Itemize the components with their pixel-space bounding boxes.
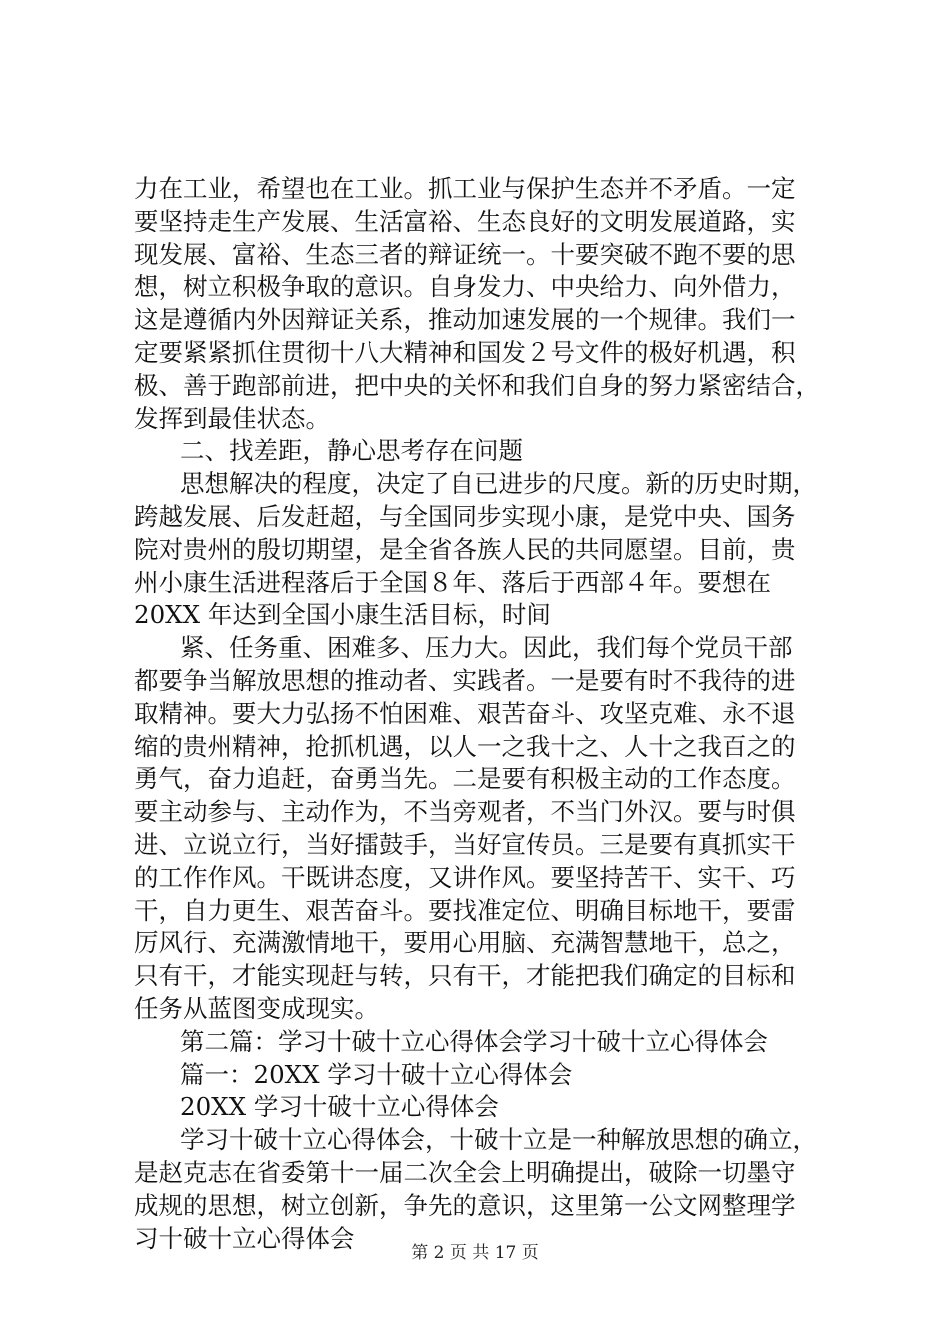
- text-line: 跨越发展、后发赶超，与全国同步实现小康，是党中央、国务: [134, 501, 796, 531]
- text-line: 的工作作风。干既讲态度，又讲作风。要坚持苦干、实干、巧: [134, 862, 796, 892]
- text-line: 力在工业，希望也在工业。抓工业与保护生态并不矛盾。一定: [134, 174, 796, 203]
- text-line: 缩的贵州精神，抢抓机遇，以人一之我十之、人十之我百之的: [134, 731, 796, 761]
- text-line: 任务从蓝图变成现实。: [134, 993, 379, 1023]
- text-line: 这是遵循内外因辩证关系，推动加速发展的一个规律。我们一: [134, 305, 796, 335]
- text-line: 厉风行、充满激情地干，要用心用脑、充满智慧地干，总之，: [134, 928, 796, 958]
- text-line: 二、找差距，静心思考存在问题: [180, 436, 523, 466]
- text-line: 想，树立积极争取的意识。自身发力、中央给力、向外借力，: [134, 272, 796, 302]
- text-line: 现发展、富裕、生态三者的辩证统一。十要突破不跑不要的思: [134, 239, 796, 269]
- text-line: 院对贵州的殷切期望，是全省各族人民的共同愿望。目前，贵: [134, 534, 796, 564]
- text-line: 20XX 年达到全国小康生活目标，时间: [134, 600, 551, 630]
- text-line: 勇气，奋力追赶，奋勇当先。二是要有积极主动的工作态度。: [134, 764, 796, 794]
- text-line: 是赵克志在省委第十一届二次全会上明确提出，破除一切墨守: [134, 1157, 796, 1187]
- text-line: 取精神。要大力弘扬不怕困难、艰苦奋斗、攻坚克难、永不退: [134, 698, 796, 728]
- text-line: 州小康生活进程落后于全国８年、落后于西部４年。要想在: [134, 567, 771, 597]
- text-line: 第二篇：学习十破十立心得体会学习十破十立心得体会: [180, 1026, 768, 1056]
- text-line: 思想解决的程度，决定了自已进步的尺度。新的历史时期，: [180, 469, 817, 499]
- text-line: 干，自力更生、艰苦奋斗。要找准定位、明确目标地干，要雷: [134, 895, 796, 925]
- text-line: 学习十破十立心得体会，十破十立是一种解放思想的确立，: [180, 1125, 817, 1155]
- text-line: 篇一：20XX 学习十破十立心得体会: [180, 1059, 573, 1089]
- text-line: 只有干，才能实现赶与转，只有干，才能把我们确定的目标和: [134, 961, 796, 991]
- page-footer: 第 2 页 共 17 页: [411, 1243, 539, 1263]
- text-line: 都要争当解放思想的推动者、实践者。一是要有时不我待的进: [134, 665, 796, 695]
- text-line: 进、立说立行，当好擂鼓手，当好宣传员。三是要有真抓实干: [134, 829, 796, 859]
- text-line: 定要紧紧抓住贯彻十八大精神和国发２号文件的极好机遇，积: [134, 337, 796, 367]
- text-line: 习十破十立心得体会: [134, 1223, 355, 1253]
- text-line: 发挥到最佳状态。: [134, 403, 330, 433]
- text-line: 极、善于跑部前进，把中央的关怀和我们自身的努力紧密结合，: [134, 370, 820, 400]
- text-line: 紧、任务重、困难多、压力大。因此，我们每个党员干部: [180, 633, 793, 663]
- document-body: [134, 173, 834, 1255]
- text-line: 20XX 学习十破十立心得体会: [180, 1092, 499, 1122]
- text-line: 成规的思想，树立创新，争先的意识，这里第一公文网整理学: [134, 1190, 796, 1220]
- text-line: 要坚持走生产发展、生活富裕、生态良好的文明发展道路，实: [134, 206, 796, 236]
- text-line: 要主动参与、主动作为，不当旁观者，不当门外汉。要与时俱: [134, 797, 796, 827]
